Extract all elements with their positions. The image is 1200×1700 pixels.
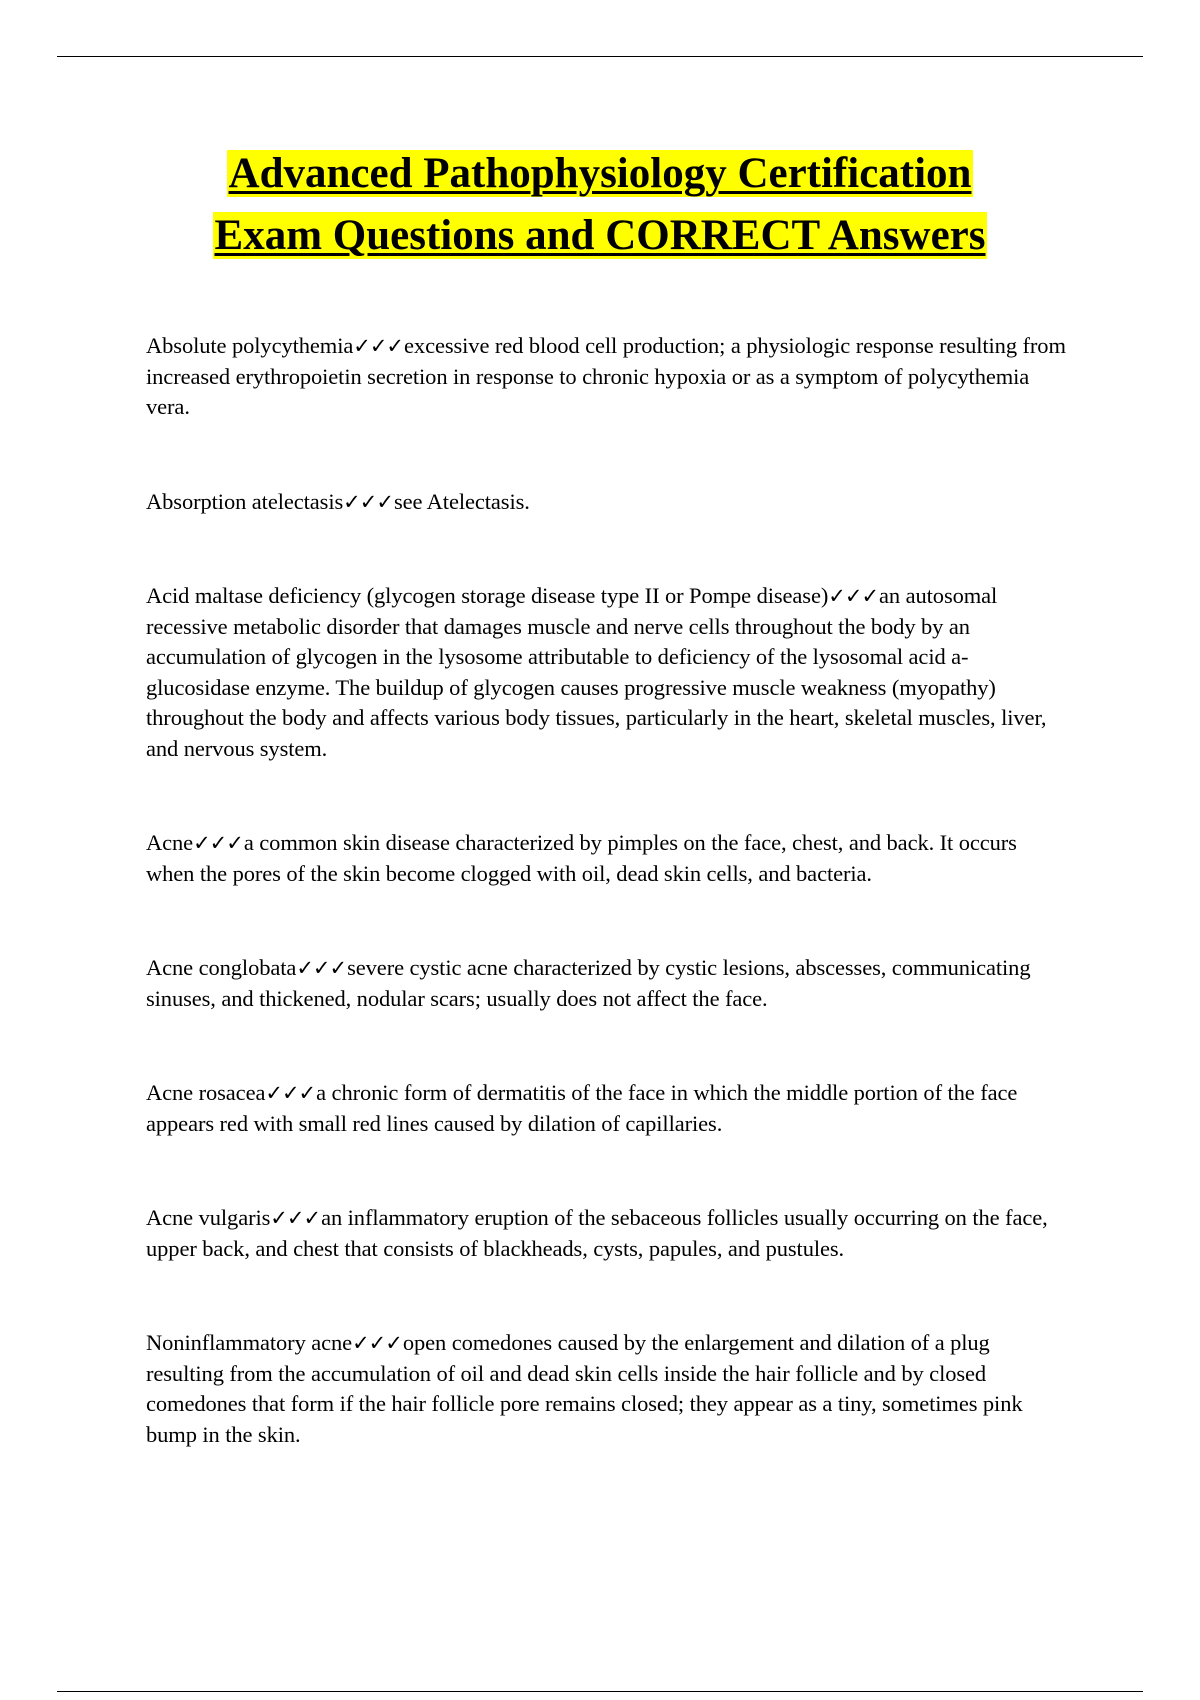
title-line-2: Exam Questions and CORRECT Answers bbox=[214, 212, 986, 259]
entry-term: Absolute polycythemia bbox=[146, 333, 354, 358]
entry-term: Acne conglobata bbox=[146, 955, 297, 980]
check-marks-icon: ✓✓✓ bbox=[296, 956, 347, 980]
glossary-entry bbox=[146, 828, 1066, 889]
check-marks-icon: ✓✓✓ bbox=[270, 1206, 321, 1230]
entry-definition: a chronic form of dermatitis of the face in which the middle portion of the face appears red with small red lines caused by dilation of capillaries. bbox=[146, 1080, 1018, 1136]
entry-term: Acne vulgaris bbox=[146, 1205, 271, 1230]
glossary-entry bbox=[146, 581, 1066, 764]
entry-definition: see Atelectasis. bbox=[393, 488, 530, 514]
glossary-entry bbox=[146, 953, 1066, 1014]
footer-rule bbox=[57, 1691, 1143, 1692]
glossary-entries bbox=[146, 331, 1066, 1514]
glossary-entry bbox=[146, 1328, 1066, 1450]
glossary-entry bbox=[146, 1203, 1066, 1264]
check-marks-icon: ✓✓✓ bbox=[265, 1081, 316, 1105]
check-marks-icon: ✓✓✓ bbox=[193, 831, 243, 855]
glossary-entry bbox=[146, 1078, 1066, 1139]
glossary-entry bbox=[146, 331, 1066, 423]
entry-definition: an autosomal recessive metabolic disorder that damages muscle and nerve cells throughout the body by an accumulation of glycogen in the lysosome attributable to deficiency of the lysosomal acid a-glucosidase enzyme. The buildup of glycogen causes progressive muscle weakness (myopathy) throughout the body and affects various body tissues, particularly in the heart, skeletal muscles, liver, and nervous system. bbox=[146, 583, 1047, 761]
entry-term: Acid maltase deficiency (glycogen storage disease type II or Pompe disease) bbox=[146, 583, 829, 608]
glossary-entry bbox=[146, 487, 1066, 518]
entry-term: Acne bbox=[146, 830, 194, 855]
entry-definition: open comedones caused by the enlargement and dilation of a plug resulting from the accumulation of oil and dead skin cells inside the hair follicle and by closed comedones that form if the hair follicle pore remains closed; they appear as a tiny, sometimes pink bump in the skin. bbox=[146, 1330, 1023, 1447]
check-marks-icon: ✓✓✓ bbox=[343, 489, 393, 514]
check-marks-icon: ✓✓✓ bbox=[353, 334, 404, 358]
check-marks-icon: ✓✓✓ bbox=[828, 584, 879, 608]
entry-definition: excessive red blood cell production; a physiologic response resulting from increased erythropoietin secretion in response to chronic hypoxia or as a symptom of polycythemia vera. bbox=[146, 333, 1066, 419]
header-rule bbox=[57, 56, 1143, 57]
check-marks-icon: ✓✓✓ bbox=[352, 1331, 402, 1355]
entry-term: Noninflammatory acne bbox=[146, 1330, 353, 1355]
entry-definition: an inflammatory eruption of the sebaceous follicles usually occurring on the face, upper back, and chest that consists of blackheads, cysts, papules, and pustules. bbox=[146, 1205, 1048, 1261]
document-title bbox=[100, 143, 1100, 267]
entry-term: Acne rosacea bbox=[146, 1080, 266, 1105]
title-line-1: Advanced Pathophysiology Certification bbox=[228, 150, 972, 197]
entry-term: Absorption atelectasis bbox=[146, 488, 344, 514]
entry-definition: a common skin disease characterized by pimples on the face, chest, and back. It occurs when the pores of the skin become clogged with oil, dead skin cells, and bacteria. bbox=[146, 830, 1017, 886]
entry-definition: severe cystic acne characterized by cystic lesions, abscesses, communicating sinuses, and thickened, nodular scars; usually does not affect the face. bbox=[146, 955, 1031, 1011]
